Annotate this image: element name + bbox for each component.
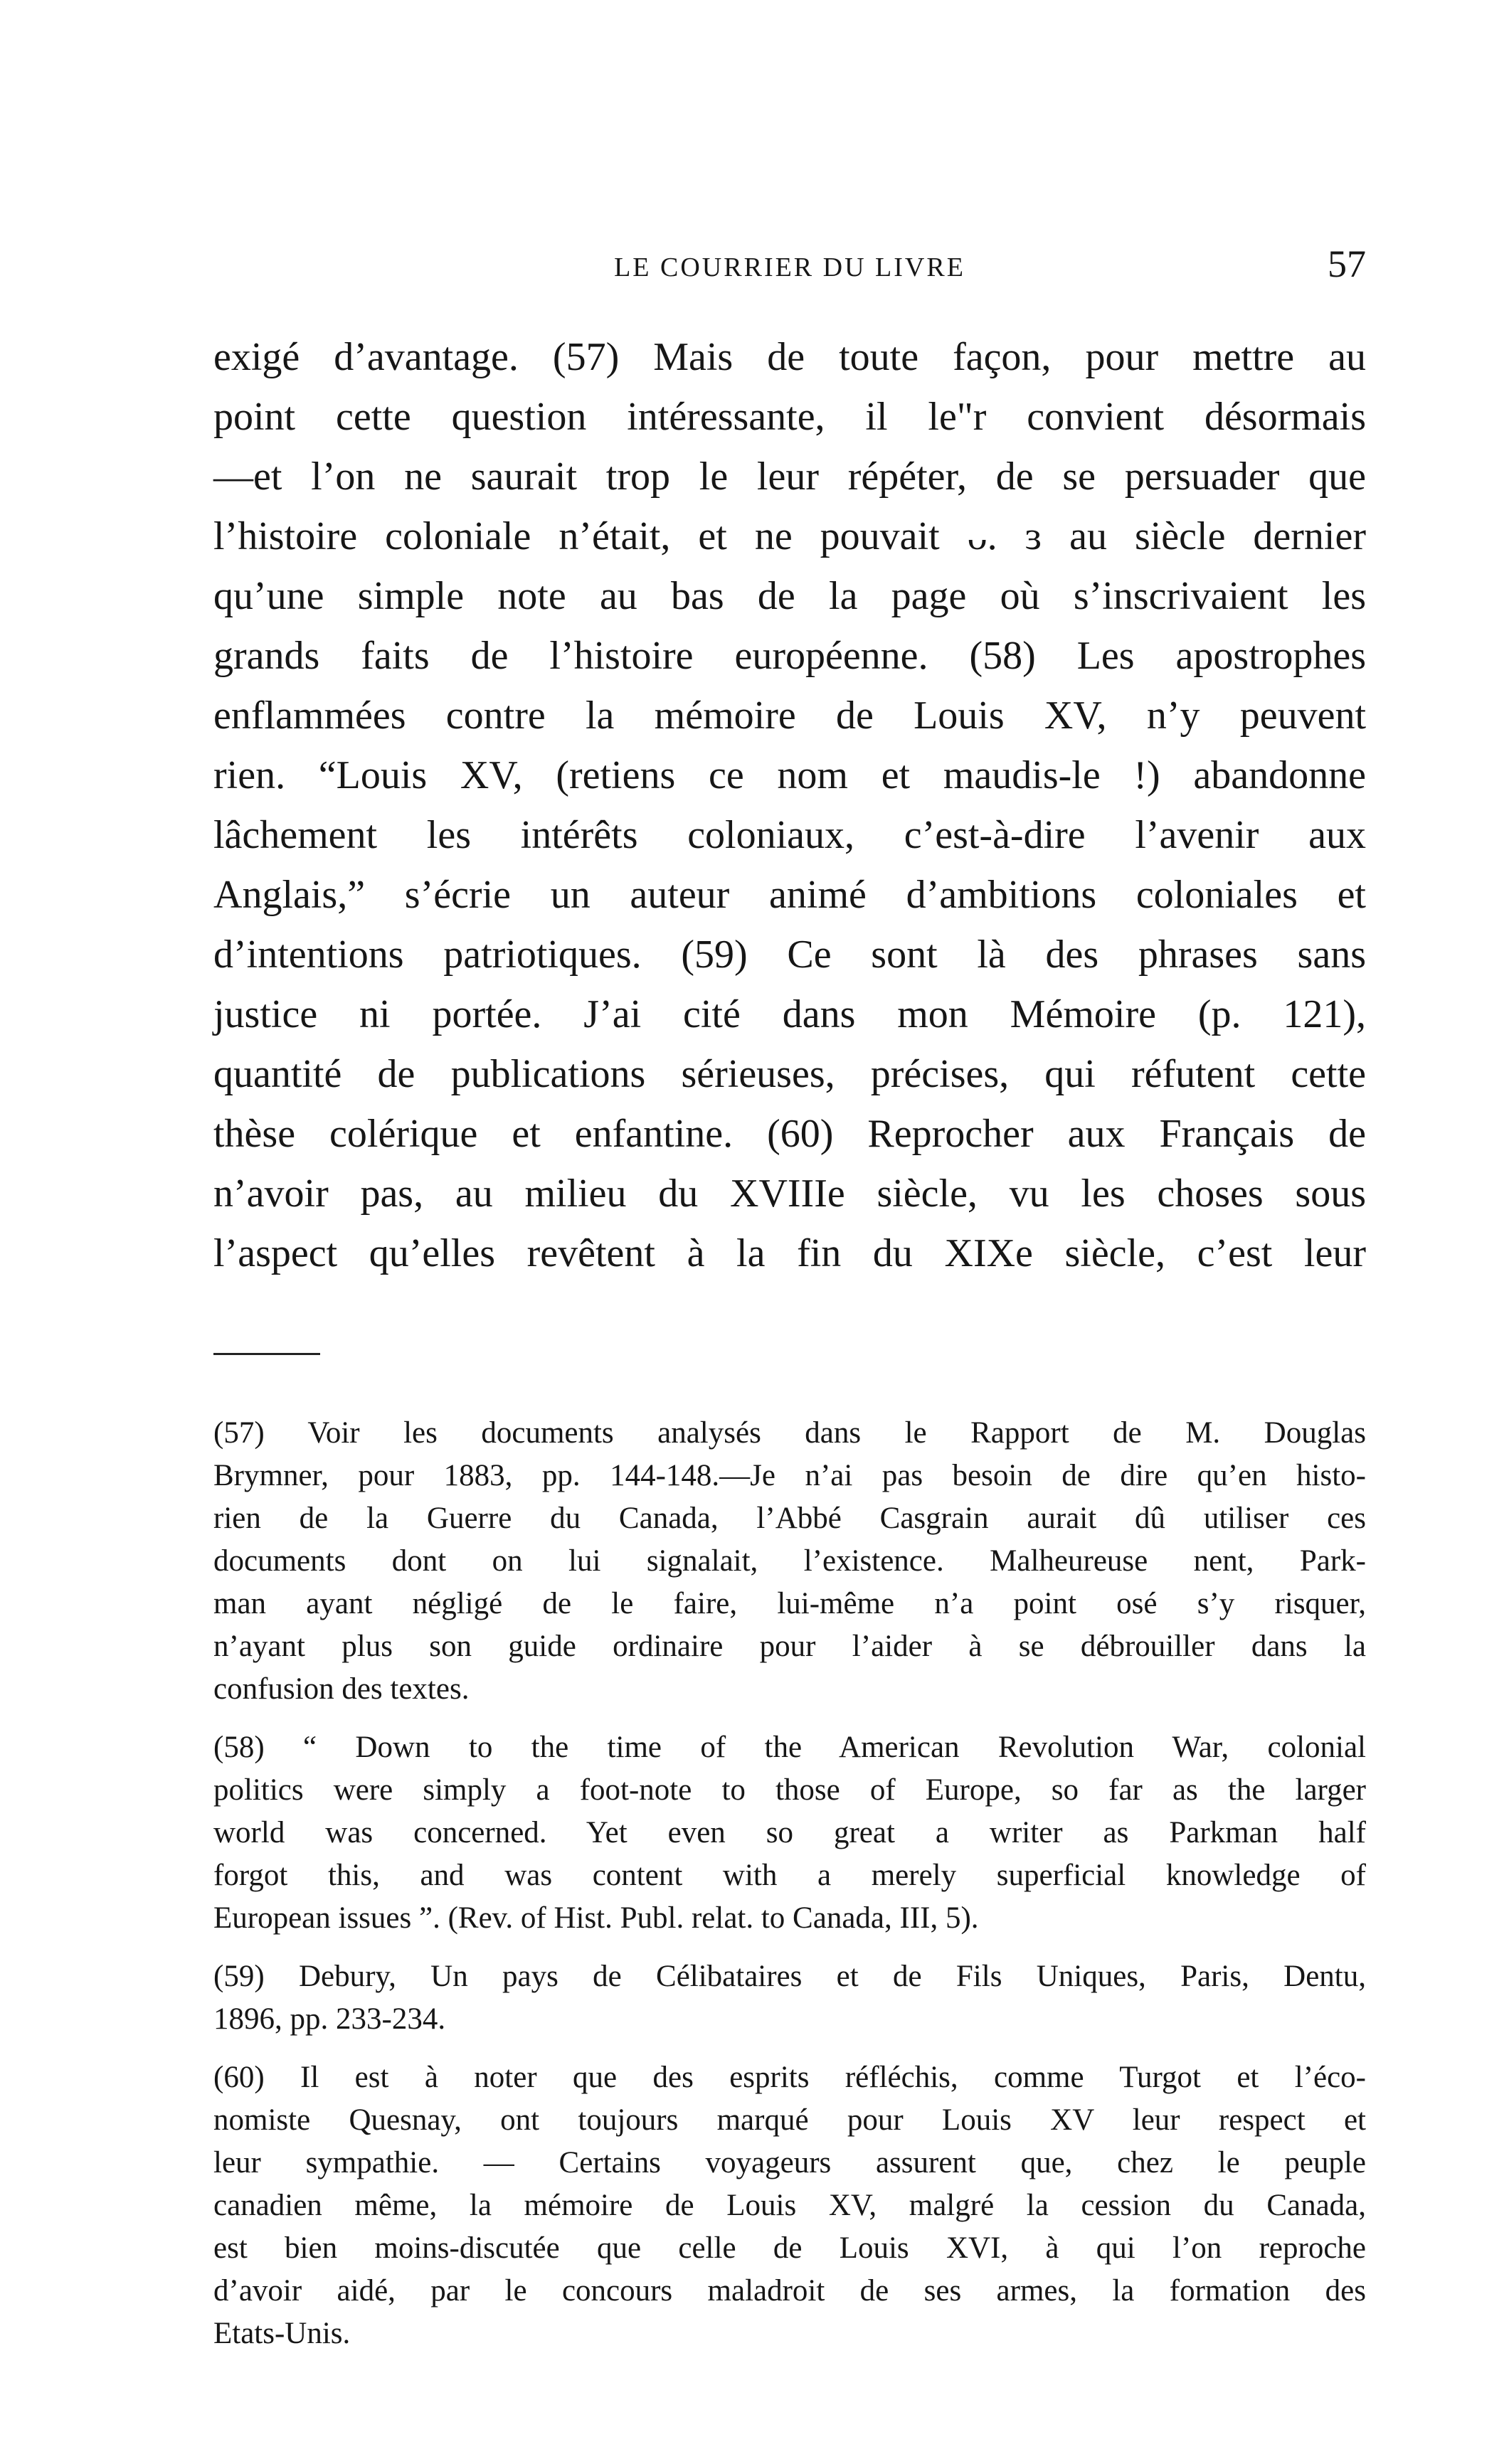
footnote-gap — [213, 1711, 1366, 1726]
footnote-line: est bien moins-discutée que celle de Louis XVI, à qui l’on reproche — [213, 2231, 1366, 2265]
running-head — [213, 242, 1366, 292]
footnote-line: European issues ”. (Rev. of Hist. Publ. relat. to Canada, III, 5). — [213, 1901, 979, 1935]
footnote-line: (58) “ Down to the time of the American Revolution War, colonial — [213, 1731, 1366, 1764]
footnote-line: (57) Voir les documents analysés dans le Rapport de M. Douglas — [213, 1416, 1366, 1450]
footnote-57 — [213, 1412, 1366, 1711]
body-line: point cette question intéressante, il le"r convient désormais — [213, 395, 1366, 439]
footnote-line: forgot this, and was content with a merely superficial knowledge of — [213, 1859, 1366, 1892]
body-line: qu’une simple note au bas de la page où s’inscrivaient les — [213, 574, 1366, 618]
footnote-line: canadien même, la mémoire de Louis XV, malgré la cession du Canada, — [213, 2189, 1366, 2222]
footnote-gap — [213, 1940, 1366, 1955]
footnote-line: politics were simply a foot-note to those of Europe, so far as the larger — [213, 1773, 1366, 1807]
body-line: l’histoire coloniale n’était, et ne pouvait ᴗ. ɜ au siècle dernier — [213, 514, 1366, 558]
footnote-line: documents dont on lui signalait, l’existence. Malheureuse nent, Park- — [213, 1544, 1366, 1578]
footnote-gap — [213, 2041, 1366, 2056]
body-line: d’intentions patriotiques. (59) Ce sont là des phrases sans — [213, 933, 1366, 977]
footnote-59 — [213, 1955, 1366, 2041]
body-line: rien. “Louis XV, (retiens ce nom et maudis-le !) abandonne — [213, 753, 1366, 797]
body-line: exigé d’avantage. (57) Mais de toute façon, pour mettre au — [213, 335, 1366, 379]
footnotes — [213, 1412, 1366, 2355]
body-line: l’aspect qu’elles revêtent à la fin du XIXe siècle, c’est leur — [213, 1231, 1366, 1275]
body-line: quantité de publications sérieuses, précises, qui réfutent cette — [213, 1052, 1366, 1096]
body-line: grands faits de l’histoire européenne. (58) Les apostrophes — [213, 634, 1366, 678]
main-text — [213, 327, 1366, 1283]
footnote-58 — [213, 1726, 1366, 1940]
body-line: thèse colérique et enfantine. (60) Reprocher aux Français de — [213, 1112, 1366, 1156]
footnote-line: (59) Debury, Un pays de Célibataires et de Fils Uniques, Paris, Dentu, — [213, 1960, 1366, 1993]
body-line: —et l’on ne saurait trop le leur répéter, de se persuader que — [213, 455, 1366, 499]
footnote-line: leur sympathie. — Certains voyageurs assurent que, chez le peuple — [213, 2146, 1366, 2179]
body-line: enflammées contre la mémoire de Louis XV, n’y peuvent — [213, 694, 1366, 738]
footnote-divider — [213, 1353, 320, 1355]
body-line: n’avoir pas, au milieu du XVIIIe siècle, vu les choses sous — [213, 1172, 1366, 1216]
footnote-line: n’ayant plus son guide ordinaire pour l’aider à se débrouiller dans la — [213, 1630, 1366, 1663]
footnote-60 — [213, 2056, 1366, 2355]
footnote-line: 1896, pp. 233-234. — [213, 2002, 446, 2036]
page-number: 57 — [1328, 243, 1366, 285]
running-title: LE COURRIER DU LIVRE — [614, 253, 965, 282]
footnote-line: nomiste Quesnay, ont toujours marqué pour Louis XV leur respect et — [213, 2103, 1366, 2137]
body-line: lâchement les intérêts coloniaux, c’est-à-dire l’avenir aux — [213, 813, 1366, 857]
body-line: Anglais,” s’écrie un auteur animé d’ambitions coloniales et — [213, 873, 1366, 917]
footnote-line: d’avoir aidé, par le concours maladroit de ses armes, la formation des — [213, 2274, 1366, 2308]
footnote-line: rien de la Guerre du Canada, l’Abbé Casgrain aurait dû utiliser ces — [213, 1502, 1366, 1535]
footnote-line: man ayant négligé de le faire, lui-même n’a point osé s’y risquer, — [213, 1587, 1366, 1620]
footnote-line: world was concerned. Yet even so great a writer as Parkman half — [213, 1816, 1366, 1849]
footnote-line: (60) Il est à noter que des esprits réfléchis, comme Turgot et l’éco- — [213, 2061, 1366, 2094]
footnote-line: Etats-Unis. — [213, 2317, 351, 2350]
body-line: justice ni portée. J’ai cité dans mon Mémoire (p. 121), — [213, 992, 1366, 1036]
footnote-line: confusion des textes. — [213, 1672, 470, 1706]
footnote-line: Brymner, pour 1883, pp. 144-148.—Je n’ai pas besoin de dire qu’en histo- — [213, 1459, 1366, 1492]
